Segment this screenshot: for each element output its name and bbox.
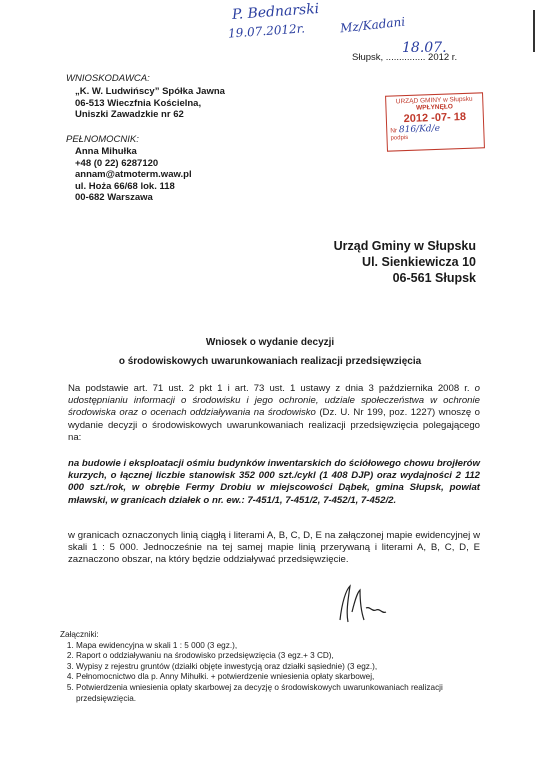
project-description: na budowie i eksploatacji ośmiu budynków inwentarskich do ściółowego chowu brojłerów kurzych, o łącznej liczbie stanowisk 352 000 szt./cykl (1 408 DJP) oraz wydajności 2 112 000 szt./rok, w obrębie Fermy Drobiu w miejscowości Dąbek, gmina Słupsk, powiat mławski, w granicach działek o nr. ew.: 7-451/1, 7-451/2, 7-452/1, 7-452/2. xyxy=(68,458,480,506)
handwritten-day-month: 18.07. xyxy=(402,40,447,56)
para1-start: Na podstawie art. 71 ust. 2 pkt 1 i art. 73 ust. 1 ustawy z dnia 3 października 2008 r. xyxy=(68,383,475,394)
para1-act-title: o udostępnianiu informacji o środowisku i jego ochronie, udziale społeczeństwa w ochronie środowiska oraz o ocenach oddziaływania na środowisko xyxy=(68,383,480,419)
applicant-label: WNIOSKODAWCA: xyxy=(66,73,150,84)
applicant-block xyxy=(75,86,225,121)
place-prefix: Słupsk, xyxy=(352,52,386,63)
place-suffix: 2012 r. xyxy=(425,52,458,63)
proxy-label: PEŁNOMOCNIK: xyxy=(66,134,139,145)
applicant-name: „K. W. Ludwińscy” Spółka Jawna xyxy=(75,86,225,97)
attachment-item: 2. Raport o oddziaływaniu na środowisko przedsięwzięcia (3 egz.+ 3 CD), xyxy=(76,651,480,662)
date-dots: ............... xyxy=(385,52,426,63)
recipient-block xyxy=(300,238,476,286)
boundaries-paragraph: w granicach oznaczonych linią ciągłą i literami A, B, C, D, E na załączonej mapie ewidencyjnej w skali 1 : 5 000. Jednocześnie na tej samej mapie linią przerywaną i literami A, B, C, D, E zaznaczono obszar, na który będzie oddziaływać przedsięwzięcie. xyxy=(68,530,480,566)
recipient-line-1: Urząd Gminy w Słupsku xyxy=(333,239,476,253)
handwritten-date: 19.07.2012r. xyxy=(227,21,306,41)
legal-basis-paragraph xyxy=(68,383,480,444)
document-title xyxy=(60,333,480,371)
proxy-city: 00-682 Warszawa xyxy=(75,192,153,203)
attachment-item: 4. Pełnomocnictwo dla p. Anny Mihułki. + potwierdzenie wniesienia opłaty skarbowej, xyxy=(76,672,480,683)
attachments-label: Załączniki: xyxy=(60,630,99,639)
attachment-item: 1. Mapa ewidencyjna w skali 1 : 5 000 (3 egz.), xyxy=(76,641,480,652)
stamp-nr-label: Nr xyxy=(390,127,398,135)
stamp-date: 2012 -07- 18 xyxy=(403,110,467,126)
proxy-block xyxy=(75,146,192,204)
applicant-address-2: Uniszki Zawadzkie nr 62 xyxy=(75,109,184,120)
proxy-name: Anna Mihułka xyxy=(75,146,137,157)
handwritten-name: P. Bednarski xyxy=(231,0,320,24)
title-line-1: Wniosek o wydanie decyzji xyxy=(205,337,335,348)
proxy-email: annam@atmoterm.waw.pl xyxy=(75,169,192,180)
attachment-item: 3. Wypisy z rejestru gruntów (działki objęte inwestycją oraz działki sąsiednie) (3 egz.), xyxy=(76,662,480,673)
handwritten-sign: Mz/Kadani xyxy=(339,14,406,36)
title-line-2: o środowiskowych uwarunkowaniach realizacji przedsięwzięcia xyxy=(118,356,422,367)
proxy-street: ul. Hoża 66/68 lok. 118 xyxy=(75,180,175,192)
stamp-received: WPŁYNĘŁO xyxy=(415,103,454,112)
proxy-phone: +48 (0 22) 6287120 xyxy=(75,157,159,169)
recipient-line-2: Ul. Sienkiewicza 10 xyxy=(362,255,476,269)
para1-end: (Dz. U. Nr 199, poz. 1227) wnoszę o wydanie decyzji o środowiskowych uwarunkowaniach realizacji przedsięwzięcia polegającego na: xyxy=(68,407,480,443)
stamp-office: URZĄD GMINY w Słupsku xyxy=(395,95,473,106)
attachments-list xyxy=(60,641,480,705)
stamp-number: 816/Kd/e xyxy=(398,123,441,136)
scan-edge-line xyxy=(533,10,535,52)
attachment-item: 5. Potwierdzenia wniesienia opłaty skarbowej za decyzję o środowiskowych uwarunkowaniach realizacji przedsięwzięcia. xyxy=(76,683,480,704)
attachments-section xyxy=(60,630,480,704)
incoming-stamp xyxy=(385,92,485,151)
signature xyxy=(332,582,392,631)
stamp-sign-label: podpis xyxy=(390,134,409,142)
recipient-line-3: 06-561 Słupsk xyxy=(392,271,476,285)
applicant-address-1: 06-513 Wieczfnia Kościelna, xyxy=(75,97,202,109)
